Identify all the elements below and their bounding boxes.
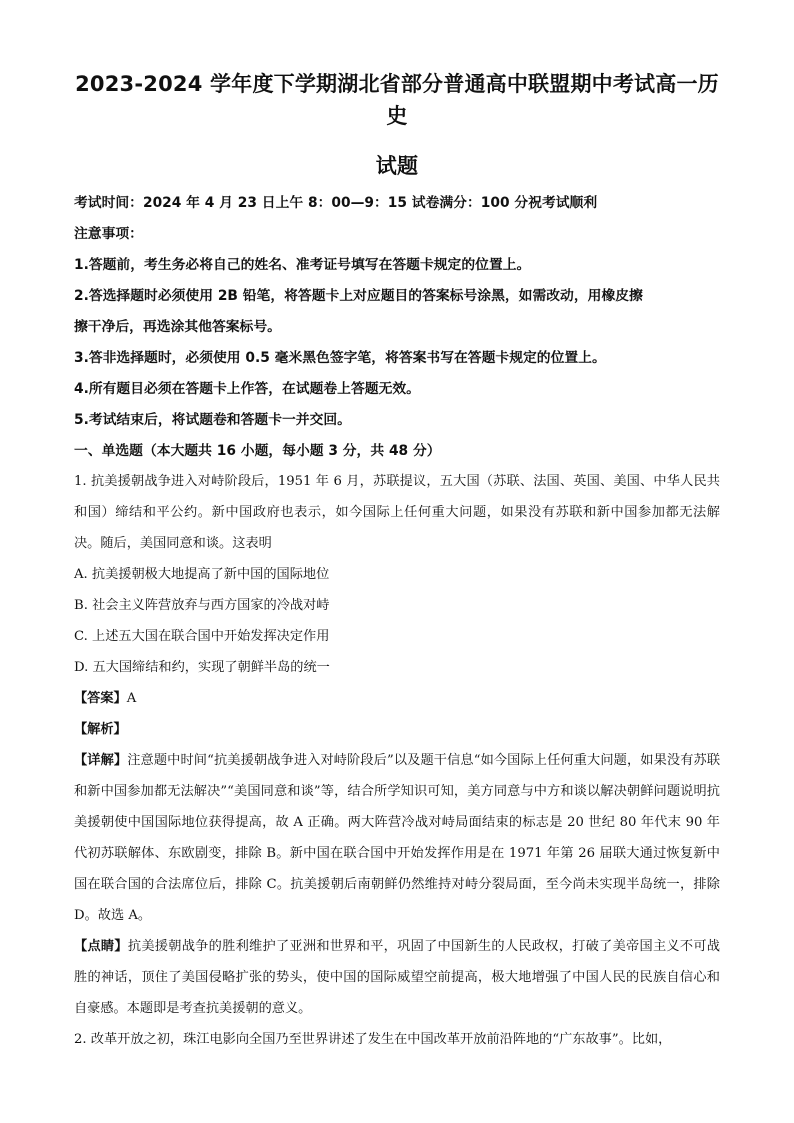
title-line-1: 2023-2024 学年度下学期湖北省部分普通高中联盟期中考试高一历史 <box>75 72 719 128</box>
section-heading: 一、单选题（本大题共 16 小题，每小题 3 分，共 48 分） <box>74 443 441 459</box>
notes-item: 1.答题前，考生务必将自己的姓名、准考证号填写在答题卡规定的位置上。 <box>74 257 531 273</box>
answer-tag: 【答案】 <box>74 691 127 706</box>
notes-item: 3.答非选择题时，必须使用 0.5 毫米黑色签字笔，将答案书写在答题卡规定的位置上。 <box>74 350 606 366</box>
question-1-option-c: C. 上述五大国在联合国中开始发挥决定作用 <box>74 629 330 644</box>
question-1-option-a: A. 抗美援朝极大地提高了新中国的国际地位 <box>74 567 330 582</box>
notes-item: 5.考试结束后，将试题卷和答题卡一并交回。 <box>74 412 351 428</box>
notes-block <box>74 219 720 436</box>
notes-item: 擦干净后，再选涂其他答案标号。 <box>74 319 281 335</box>
notes-item: 4.所有题目必须在答题卡上作答，在试题卷上答题无效。 <box>74 381 420 397</box>
detail-text: 注意题中时间“抗美援朝战争进入对峙阶段后”以及题干信息“如今国际上任何重大问题，如果没有苏联和新中国参加都无法解决”“美国同意和谈”等，结合所学知识可知，美方同意与中方和谈以解决朝鲜问题说明抗美援朝使中国国际地位获得提高，故 A 正确。两大阵营冷战对峙局面结束的标志是 20 世纪 80 年代末 90 年代初苏联解体、东欧剧变，排除 B。新中国在联合国中开始发挥作用是在 1971 年第 26 届联大通过恢复新中国在联合国的合法席位后，排除 C。抗美援朝后南朝鲜仍然维持对峙分裂局面，至今尚未实现半岛统一，排除 D。故选 A。 <box>74 753 721 923</box>
detail-paragraph <box>74 745 720 931</box>
exam-info: 考试时间：2024 年 4 月 23 日上午 8：00—9：15 试卷满分：100 分祝考试顺利 <box>74 195 598 211</box>
answer-line <box>74 683 720 714</box>
question-2-stem: 2. 改革开放之初，珠江电影向全国乃至世界讲述了发生在中国改革开放前沿阵地的“广东故事”。比如， <box>74 1032 672 1047</box>
analysis-tag: 【解析】 <box>74 722 127 737</box>
notes-heading: 注意事项： <box>74 226 143 242</box>
question-1-option-d: D. 五大国缔结和约，实现了朝鲜半岛的统一 <box>74 660 330 675</box>
question-1-stem: 1. 抗美援朝战争进入对峙阶段后，1951 年 6 月，苏联提议，五大国（苏联、法国、英国、美国、中华人民共和国）缔结和平公约。新中国政府也表示，如今国际上任何重大问题，如果没有苏联和新中国参加都无法解决。随后，美国同意和谈。这表明 <box>74 474 720 551</box>
comment-tag: 【点睛】 <box>74 939 128 954</box>
notes-item: 2.答选择题时必须使用 2B 铅笔，将答题卡上对应题目的答案标号涂黑，如需改动，用橡皮擦 <box>74 288 643 304</box>
question-1-option-b: B. 社会主义阵营放弃与西方国家的冷战对峙 <box>74 598 330 613</box>
document-title <box>74 68 720 182</box>
comment-text: 抗美援朝战争的胜利维护了亚洲和世界和平，巩固了中国新生的人民政权，打破了美帝国主义不可战胜的神话，顶住了美国侵略扩张的势头，使中国的国际威望空前提高，极大地增强了中国人民的民族自信心和自豪感。本题即是考查抗美援朝的意义。 <box>74 939 720 1016</box>
comment-paragraph <box>74 931 720 1024</box>
detail-tag: 【详解】 <box>74 753 128 768</box>
analysis-line <box>74 714 720 745</box>
answer-value: A <box>126 691 137 706</box>
title-line-2: 试题 <box>375 154 419 178</box>
